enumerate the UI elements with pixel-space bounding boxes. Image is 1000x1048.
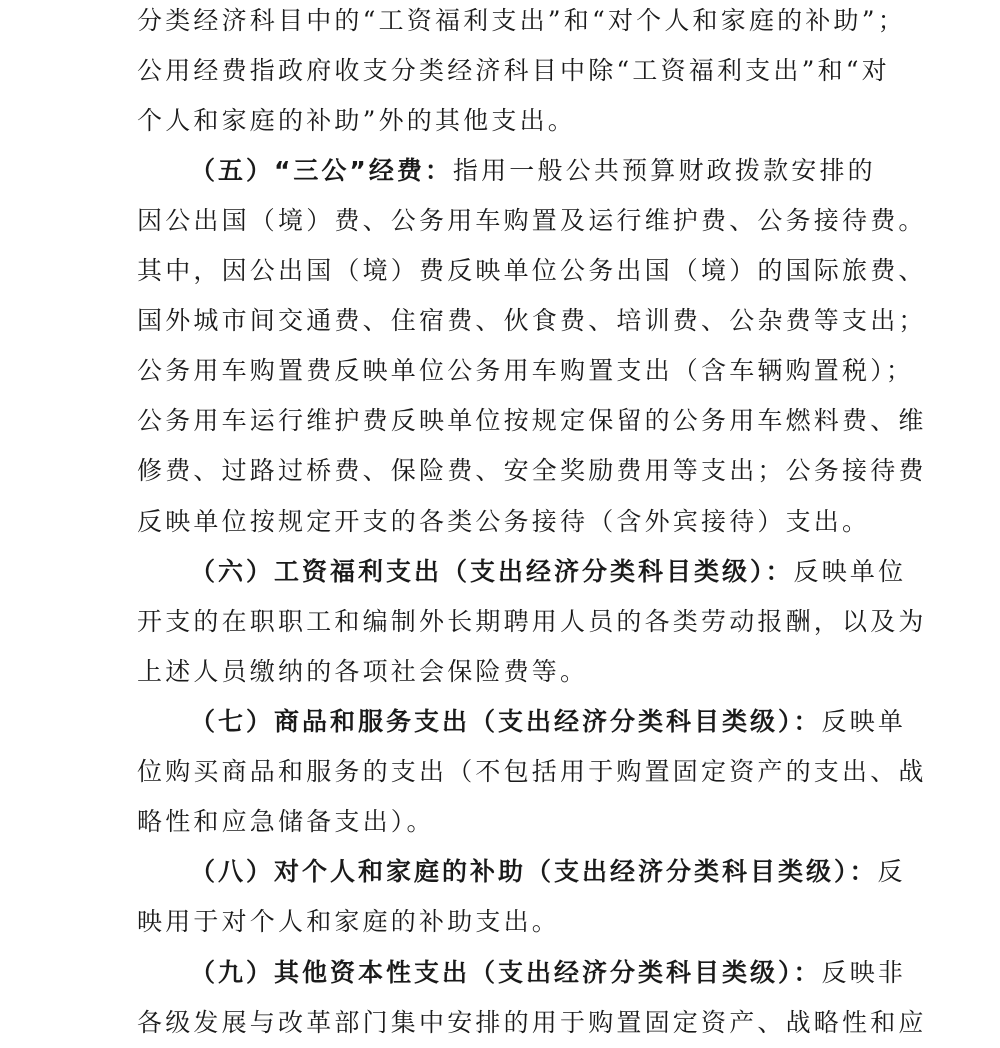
body-text: 各级发展与改革部门集中安排的用于购置固定资产、战略性和应 — [137, 1008, 927, 1037]
body-line — [137, 246, 927, 296]
body-line — [137, 797, 877, 847]
section-heading: （六）工资福利支出（支出经济分类科目类级）： — [190, 557, 794, 586]
body-text: 开支的在职职工和编制外长期聘用人员的各类劳动报酬，以及为 — [137, 607, 927, 636]
section-heading: （七）商品和服务支出（支出经济分类科目类级）： — [190, 707, 822, 736]
body-text: 反映单 — [821, 707, 907, 736]
body-text: 反映非 — [821, 958, 907, 987]
section-heading: （九）其他资本性支出（支出经济分类科目类级）： — [190, 958, 822, 987]
body-text: 映用于对个人和家庭的补助支出。 — [137, 907, 561, 936]
body-line — [137, 897, 877, 947]
body-line — [137, 396, 927, 446]
body-text: 指用一般公共预算财政拨款安排的 — [452, 156, 876, 185]
body-line — [190, 847, 906, 897]
body-text: 略性和应急储备支出）。 — [137, 807, 435, 836]
body-text: 个人和家庭的补助”外的其他支出。 — [137, 106, 576, 135]
body-line — [137, 346, 915, 396]
body-line — [137, 747, 927, 797]
body-text: 公务用车运行维护费反映单位按规定保留的公务用车燃料费、维 — [137, 406, 927, 435]
body-line — [137, 597, 927, 647]
body-line — [137, 96, 877, 146]
body-text: 位购买商品和服务的支出（不包括用于购置固定资产的支出、战 — [137, 757, 927, 786]
body-line — [190, 697, 907, 747]
body-line — [137, 0, 906, 46]
body-line — [137, 998, 927, 1048]
body-line — [190, 547, 907, 597]
body-line — [137, 497, 877, 547]
body-line — [137, 296, 927, 346]
body-line — [137, 647, 877, 697]
body-text: 反映单位 — [793, 557, 907, 586]
body-text: 因公出国（境）费、公务用车购置及运行维护费、公务接待费。 — [137, 206, 927, 235]
body-line — [137, 196, 927, 246]
body-text: 修费、过路过桥费、保险费、安全奖励费用等支出；公务接待费 — [137, 456, 927, 485]
body-text: 国外城市间交通费、住宿费、伙食费、培训费、公杂费等支出； — [137, 306, 927, 335]
body-text: 其中，因公出国（境）费反映单位公务出国（境）的国际旅费、 — [137, 256, 927, 285]
body-text: 分类经济科目中的“工资福利支出”和“对个人和家庭的补助”； — [137, 6, 906, 35]
body-text: 上述人员缴纳的各项社会保险费等。 — [137, 657, 589, 686]
body-line — [137, 446, 927, 496]
body-text: 公用经费指政府收支分类经济科目中除“工资福利支出”和“对 — [137, 56, 890, 85]
body-line — [137, 46, 890, 96]
body-line — [190, 146, 880, 196]
section-heading: （八）对个人和家庭的补助（支出经济分类科目类级）： — [190, 857, 878, 886]
body-text: 公务用车购置费反映单位公务用车购置支出（含车辆购置税）； — [137, 356, 915, 385]
body-text: 反映单位按规定开支的各类公务接待（含外宾接待）支出。 — [137, 507, 871, 536]
section-heading: （五）“三公”经费： — [190, 156, 453, 185]
body-text: 反 — [877, 857, 906, 886]
body-line — [190, 948, 907, 998]
